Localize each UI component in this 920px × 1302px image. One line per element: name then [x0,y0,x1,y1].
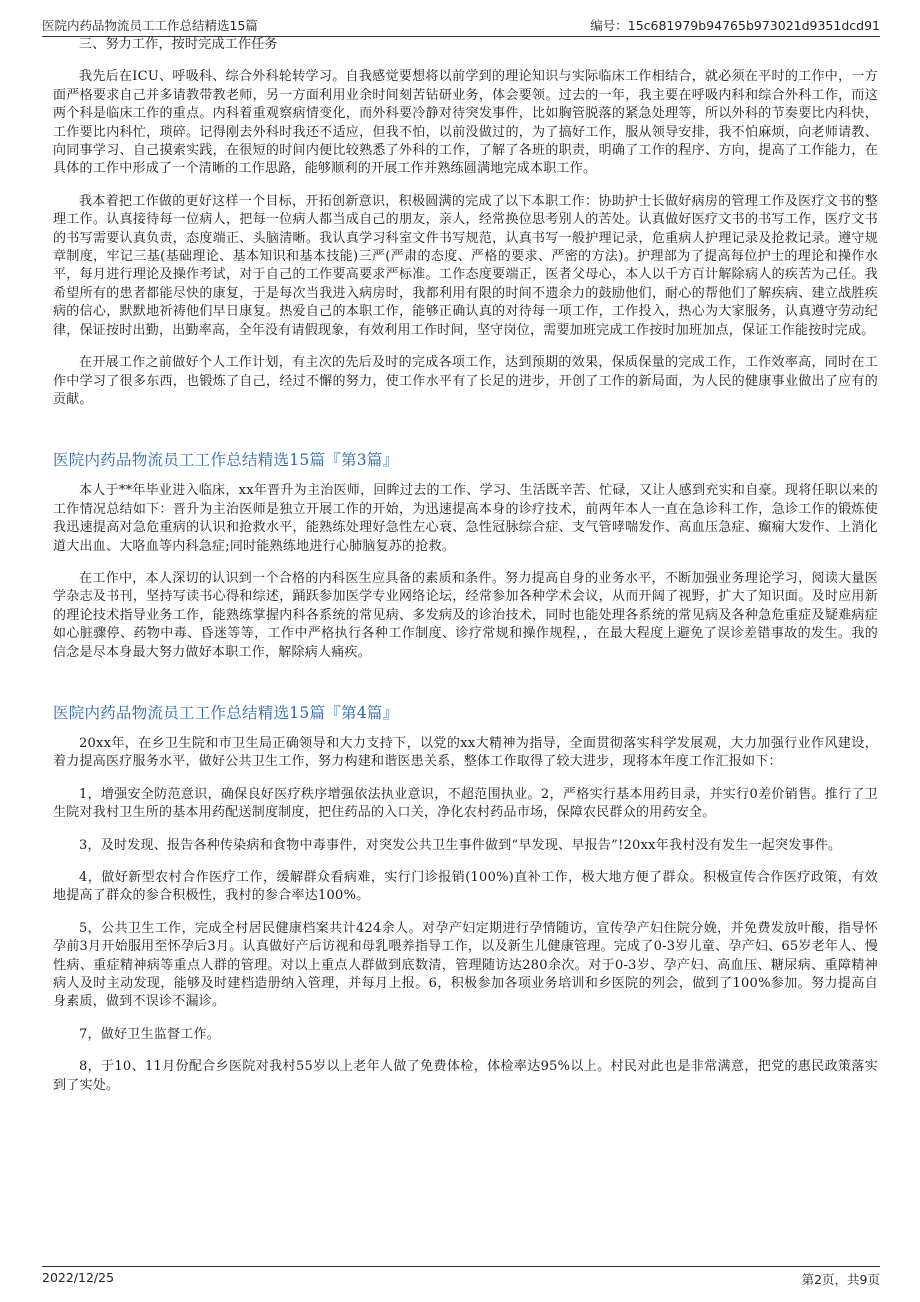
paragraph: 在开展工作之前做好个人工作计划，有主次的先后及时的完成各项工作，达到预期的效果，保质保量的完成工作，工作效率高，同时在工作中学习了很多东西，也锻炼了自己，经过不懈的努力，使工作水平有了长足的进步，开创了工作的新局面，为人民的健康事业做出了应有的贡献。 [53,355,878,407]
section-title-4: 医院内药品物流员工工作总结精选15篇『第4篇』 [53,703,399,722]
paragraph: 我先后在ICU、呼吸科、综合外科轮转学习。自我感觉要想将以前学到的理论知识与实际临床工作相结合，就必须在平时的工作中，一方面严格要求自己并多请教带教老师，另一方面利用业余时间刻苦钻研业务，体会要领。过去的一年，我主要在呼吸内科和综合外科工作，而这两个科是临床工作的重点。内科着重观察病情变化，而外科要冷静对待突发事件，比如胸管脱落的紧急处理等，所以外科的节奏要比内科快，工作要比内科忙，琐碎。记得刚去外科时我还不适应，但我不怕，以前没做过的，为了搞好工作，服从领导安排，我不怕麻烦，向老师请教、向同事学习、自己摸索实践，在很短的时间内便比较熟悉了外科的工作，了解了各班的职责，明确了工作的程序、方向，提高了工作能力，在具体的工作中形成了一个清晰的工作思路，能够顺利的开展工作并熟练圆满地完成本职工作。 [53,69,878,177]
document-title: 医院内药品物流员工工作总结精选15篇 [42,18,258,33]
paragraph: 3，及时发现、报告各种传染病和食物中毒事件，对突发公共卫生事件做到“早发现、早报告”!20xx年我村没有发生一起突发事件。 [79,837,842,853]
document-code-label: 编号： [590,18,628,33]
document-code [590,16,880,34]
footer-date: 2022/12/25 [42,1270,115,1285]
page-footer [42,1266,880,1292]
section-title-3: 医院内药品物流员工工作总结精选15篇『第3篇』 [53,451,399,470]
paragraph: 本人于**年毕业进入临床，xx年晋升为主治医师，回眸过去的工作、学习、生活既辛苦、忙碌，又让人感到充实和自豪。现将任职以来的工作情况总结如下：晋升为主治医师是独立开展工作的开始，为迅速提高本身的诊疗技术，前两年本人一直在急诊科工作，急诊工作的锻炼使我迅速提高对急危重病的认识和抢救水平，能熟练处理好急性左心衰、急性冠脉综合症、支气管哮喘发作、高血压急症、癫痫大发作、上消化道大出血、大咯血等内科急症;同时能熟练地进行心肺脑复苏的抢救。 [53,483,878,554]
paragraph: 我本着把工作做的更好这样一个目标，开拓创新意识，积极圆满的完成了以下本职工作：协助护士长做好病房的管理工作及医疗文书的整理工作。认真接待每一位病人，把每一位病人都当成自己的朋友，亲人，经常换位思考别人的苦处。认真做好医疗文书的书写工作，医疗文书的书写需要认真负责，态度端正、头脑清晰。我认真学习科室文件书写规范，认真书写一般护理记录，危重病人护理记录及抢救记录。遵守规章制度，牢记三基(基础理论、基本知识和基本技能)三严(严肃的态度、严格的要求、严密的方法)。护理部为了提高每位护士的理论和操作水平，每月进行理论及操作考试，对于自己的工作要高要求严标准。工作态度要端正，医者父母心，本人以千方百计解除病人的疾苦为己任。我希望所有的患者都能尽快的康复，于是每次当我进入病房时，我都利用有限的时间不遗余力的鼓励他们，耐心的帮他们了解疾病、建立战胜疾病的信心，默默地祈祷他们早日康复。热爱自己的本职工作，能够正确认真的对待每一项工作，工作投入，热心为大家服务，认真遵守劳动纪律，保证按时出勤，出勤率高，全年没有请假现象，有效利用工作时间，坚守岗位，需要加班完成工作按时加班加点，保证工作能按时完成。 [53,193,878,338]
paragraph: 8，于10、11月份配合乡医院对我村55岁以上老年人做了免费体检，体检率达95%以上。村民对此也是非常满意，把党的惠民政策落实到了实处。 [53,1059,878,1093]
paragraph: 1，增强安全防范意识，确保良好医疗秩序增强依法执业意识，不超范围执业。2，严格实行基本用药目录，并实行0差价销售。推行了卫生院对我村卫生所的基本用药配送制度制度，把住药品的入口关，净化农村药品市场，保障农民群众的用药安全。 [53,786,878,821]
paragraph: 5，公共卫生工作，完成全村居民健康档案共计424余人。对孕产妇定期进行孕情随访，宣传孕产妇住院分娩，并免费发放叶酸，指导怀孕前3月开始服用至怀孕后3月。认真做好产后访视和母乳喂养指导工作，以及新生儿健康管理。完成了0-3岁儿童、孕产妇、65岁老年人、慢性病、重症精神病等重点人群的管理。对以上重点人群做到底数清，管理随访达280余次。对于0-3岁、孕产妇、高血压、糖尿病、重障精神病人及时主动发现，能够及时建档造册纳入管理，并每月上报。6，积极参加各项业务培训和乡医院的列会，做到了100%参加。努力提高自身素质，做到不误诊不漏诊。 [53,920,878,1010]
page-number: 第2页，共9页 [801,1272,880,1287]
paragraph: 在工作中，本人深切的认识到一个合格的内科医生应具备的素质和条件。努力提高自身的业务水平，不断加强业务理论学习，阅读大量医学杂志及书刊，坚持写读书心得和综述，踊跃参加医学专业网络论坛，经常参加各种学术会议，从而开阔了视野，扩大了知识面。及时应用新的理论技术指导业务工作，能熟练掌握内科各系统的常见病、多发病及的诊治技术，同时也能处理各系统的常见病及各种急危重症及疑难病症如心脏骤停、药物中毒、昏迷等等，工作中严格执行各种工作制度、诊疗常规和操作规程，，在最大程度上避免了误诊差错事故的发生。我的信念是尽本身最大努力做好本职工作，解除病人痛疾。 [53,570,878,660]
paragraph: 4，做好新型农村合作医疗工作，缓解群众看病难，实行门诊报销(100%)直补工作，极大地方便了群众。积极宣传合作医疗政策，有效地提高了群众的参合积极性，我村的参合率达100%。 [53,870,878,904]
paragraph: 20xx年，在乡卫生院和市卫生局正确领导和大力支持下，以党的xx大精神为指导，全面贯彻落实科学发展观，大力加强行业作风建设，着力提高医疗服务水平，做好公共卫生工作，努力构建和谐医患关系，整体工作取得了较大进步，现将本年度工作汇报如下： [53,735,878,770]
page-header [42,12,880,37]
document-code-value: 15c681979b94765b973021d9351dcd91 [627,18,880,33]
paragraph: 7，做好卫生监督工作。 [79,1026,221,1042]
document-body [53,36,878,1095]
part-three-heading: 三、努力工作，按时完成工作任务 [79,37,278,52]
